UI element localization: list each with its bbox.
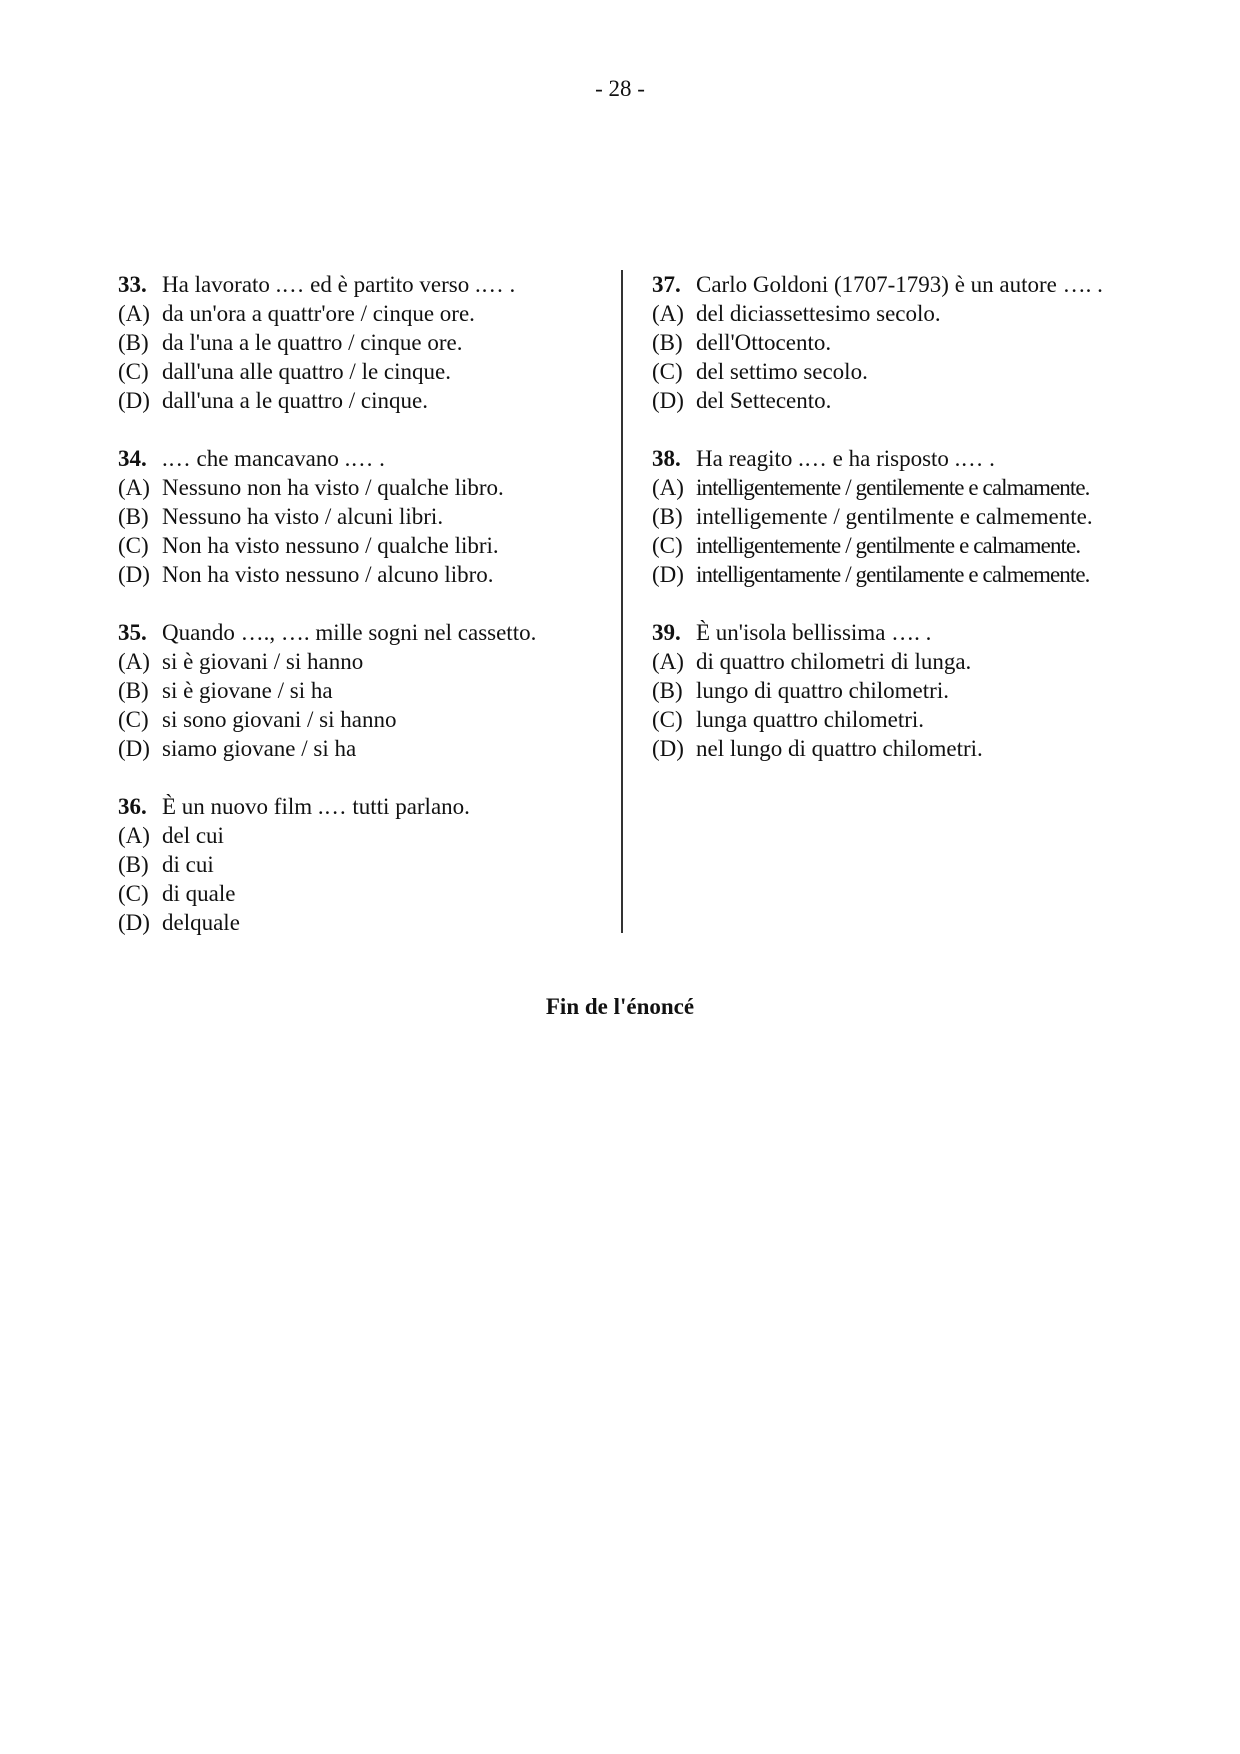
option-letter: (B) [118, 504, 149, 529]
option-text: Nessuno non ha visto / qualche libro. [162, 475, 504, 500]
option-letter: (B) [118, 678, 149, 703]
option-letter: (D) [652, 736, 684, 761]
option-letter: (D) [118, 562, 150, 587]
question-stem [118, 270, 618, 299]
question-stem [118, 618, 618, 647]
question-text: Ha lavorato .… ed è partito verso .… . [162, 272, 516, 297]
option-letter: (D) [118, 388, 150, 413]
option-text: intelligemente / gentilmente e calmemente. [696, 504, 1093, 529]
question-36 [118, 792, 618, 937]
answer-option-b [118, 502, 618, 531]
answer-option-d [118, 908, 618, 937]
answer-option-c [118, 705, 618, 734]
answer-option-a [652, 473, 1152, 502]
option-text: delquale [162, 910, 240, 935]
option-text: si è giovane / si ha [162, 678, 333, 703]
answer-option-d [652, 560, 1152, 589]
option-text: del diciassettesimo secolo. [696, 301, 941, 326]
option-letter: (D) [118, 910, 150, 935]
option-text: dell'Ottocento. [696, 330, 832, 355]
option-text: intelligentemente / gentilemente e calmamente. [696, 475, 1090, 500]
answer-option-d [118, 560, 618, 589]
question-33 [118, 270, 618, 415]
answer-option-c [652, 357, 1152, 386]
end-of-exam-note: Fin de l'énoncé [545, 994, 695, 1019]
option-text: del cui [162, 823, 224, 848]
option-text: da un'ora a quattr'ore / cinque ore. [162, 301, 475, 326]
answer-option-a [118, 299, 618, 328]
option-letter: (A) [652, 475, 684, 500]
option-letter: (A) [118, 301, 150, 326]
answer-option-d [652, 734, 1152, 763]
question-38 [652, 444, 1152, 589]
column-divider [621, 270, 623, 933]
question-text: È un nuovo film .… tutti parlano. [162, 794, 470, 819]
option-letter: (B) [652, 504, 683, 529]
option-letter: (C) [118, 707, 149, 732]
left-column [118, 270, 618, 966]
question-text: È un'isola bellissima …. . [696, 620, 932, 645]
option-text: intelligentemente / gentilmente e calmamente. [696, 533, 1081, 558]
question-stem [652, 618, 1152, 647]
answer-option-b [118, 850, 618, 879]
option-text: di quale [162, 881, 236, 906]
answer-option-d [118, 734, 618, 763]
question-number: 34. [118, 446, 147, 471]
question-39 [652, 618, 1152, 763]
question-stem [118, 444, 618, 473]
answer-option-d [118, 386, 618, 415]
option-text: Non ha visto nessuno / alcuno libro. [162, 562, 494, 587]
answer-option-a [118, 647, 618, 676]
option-letter: (C) [652, 359, 683, 384]
option-letter: (D) [118, 736, 150, 761]
answer-option-c [652, 705, 1152, 734]
option-letter: (A) [652, 301, 684, 326]
question-stem [652, 444, 1152, 473]
option-letter: (C) [652, 533, 683, 558]
option-letter: (A) [118, 823, 150, 848]
option-letter: (A) [652, 649, 684, 674]
question-stem [652, 270, 1152, 299]
question-35 [118, 618, 618, 763]
answer-option-c [118, 879, 618, 908]
option-letter: (C) [652, 707, 683, 732]
option-text: dall'una alle quattro / le cinque. [162, 359, 451, 384]
question-number: 36. [118, 794, 147, 819]
answer-option-d [652, 386, 1152, 415]
option-letter: (B) [118, 330, 149, 355]
question-stem [118, 792, 618, 821]
answer-option-b [652, 328, 1152, 357]
option-text: Non ha visto nessuno / qualche libri. [162, 533, 499, 558]
option-text: dall'una a le quattro / cinque. [162, 388, 428, 413]
answer-option-a [652, 647, 1152, 676]
option-letter: (C) [118, 533, 149, 558]
option-letter: (B) [652, 678, 683, 703]
option-text: lunga quattro chilometri. [696, 707, 925, 732]
option-text: nel lungo di quattro chilometri. [696, 736, 983, 761]
option-text: siamo giovane / si ha [162, 736, 357, 761]
question-37 [652, 270, 1152, 415]
answer-option-c [118, 531, 618, 560]
option-text: si sono giovani / si hanno [162, 707, 397, 732]
option-text: lungo di quattro chilometri. [696, 678, 949, 703]
option-text: di cui [162, 852, 214, 877]
option-text: del Settecento. [696, 388, 832, 413]
question-text: .… che mancavano .… . [162, 446, 385, 471]
option-letter: (D) [652, 388, 684, 413]
answer-option-c [118, 357, 618, 386]
question-text: Ha reagito .… e ha risposto .… . [696, 446, 995, 471]
option-text: intelligentamente / gentilamente e calmemente. [696, 562, 1090, 587]
answer-option-c [652, 531, 1152, 560]
answer-option-a [652, 299, 1152, 328]
answer-option-b [118, 328, 618, 357]
page-number: - 28 - [595, 76, 645, 101]
answer-option-a [118, 473, 618, 502]
option-letter: (B) [118, 852, 149, 877]
question-number: 33. [118, 272, 147, 297]
option-letter: (A) [118, 649, 150, 674]
option-letter: (A) [118, 475, 150, 500]
option-text: del settimo secolo. [696, 359, 868, 384]
answer-option-b [118, 676, 618, 705]
option-text: si è giovani / si hanno [162, 649, 364, 674]
option-text: di quattro chilometri di lunga. [696, 649, 972, 674]
option-letter: (B) [652, 330, 683, 355]
option-text: da l'una a le quattro / cinque ore. [162, 330, 463, 355]
question-number: 39. [652, 620, 681, 645]
question-number: 38. [652, 446, 681, 471]
question-34 [118, 444, 618, 589]
option-letter: (C) [118, 359, 149, 384]
right-column [652, 270, 1152, 792]
question-number: 37. [652, 272, 681, 297]
question-text: Carlo Goldoni (1707-1793) è un autore …. . [696, 272, 1103, 297]
question-number: 35. [118, 620, 147, 645]
option-letter: (C) [118, 881, 149, 906]
answer-option-b [652, 502, 1152, 531]
answer-option-b [652, 676, 1152, 705]
question-text: Quando …., …. mille sogni nel cassetto. [162, 620, 537, 645]
answer-option-a [118, 821, 618, 850]
option-text: Nessuno ha visto / alcuni libri. [162, 504, 444, 529]
option-letter: (D) [652, 562, 684, 587]
